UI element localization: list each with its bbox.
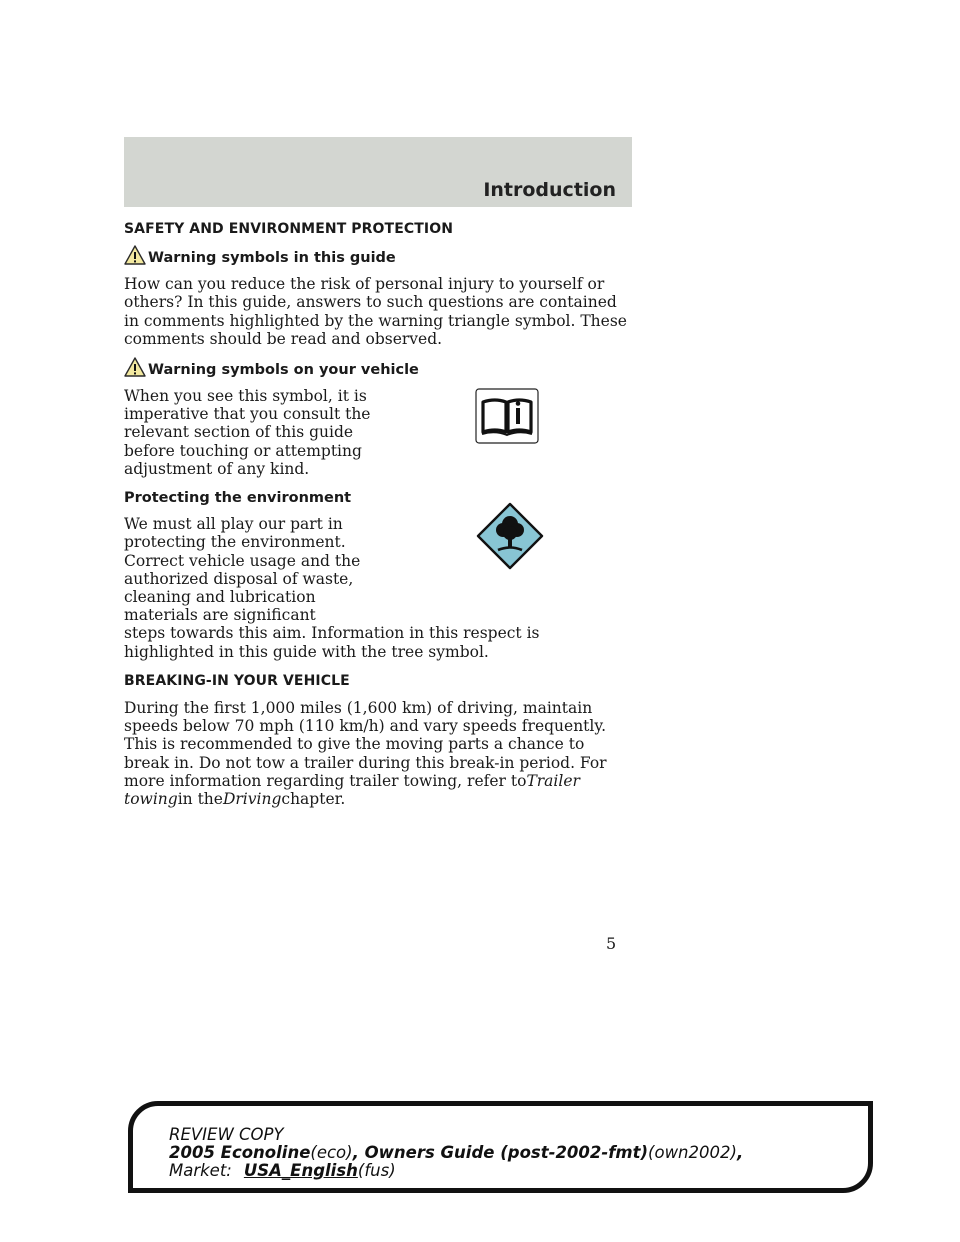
trailer-towing-ref: Trailer towing [124, 771, 580, 809]
footer-market: USA_English [243, 1161, 358, 1180]
footer-guide: Owners Guide (post-2002-fmt) [364, 1143, 649, 1162]
heading-breaking-in: BREAKING-IN YOUR VEHICLE [124, 672, 350, 689]
warning-triangle-icon [124, 244, 146, 266]
environment-heading: Protecting the environment [124, 490, 352, 507]
section-title: Introduction [483, 179, 616, 201]
warning-vehicle-heading-text: Warning symbols on your vehicle [148, 362, 419, 379]
footer-market-label: Market: [169, 1161, 232, 1180]
footer-model: 2005 Econoline [169, 1143, 311, 1162]
footer-guide-code: (own2002) [648, 1143, 737, 1162]
footer-sep-2: , [736, 1143, 744, 1162]
header-band [124, 137, 632, 207]
warning-triangle-icon [124, 356, 146, 378]
warning-guide-paragraph: How can you reduce the risk of personal injury to yourself or others? In this guide, answers to such questions are contained in comments highlighted by the warning triangle symbol. These comments should be read and observed. [124, 275, 627, 348]
page-content [124, 220, 632, 819]
warning-guide-heading-text: Warning symbols in this guide [148, 250, 396, 267]
footer-market-line [169, 1162, 743, 1180]
warning-vehicle-heading [124, 359, 632, 381]
owner-manual-icon [475, 388, 539, 444]
breaking-in-text: During the first 1,000 miles (1,600 km) of driving, maintain speeds below 70 mph (110 km/h) and vary speeds frequently. This is recommended to give the moving parts a chance to break in. Do not tow a trailer during this break-in period. For more information regarding trailer towing, refer to [124, 699, 607, 790]
footer-model-code: (eco) [310, 1143, 353, 1162]
page-number: 5 [606, 934, 617, 953]
footer-sep-1: , [352, 1143, 365, 1162]
footer-market-code: (fus) [357, 1161, 396, 1180]
in-the-text: in the [177, 790, 223, 809]
review-copy-label: REVIEW COPY [169, 1125, 284, 1144]
driving-ref: Driving [222, 790, 282, 809]
breaking-in-paragraph [124, 699, 632, 808]
footer-model-line [169, 1144, 743, 1162]
warning-guide-heading [124, 247, 632, 269]
heading-safety: SAFETY AND ENVIRONMENT PROTECTION [124, 221, 454, 237]
warning-vehicle-paragraph: When you see this symbol, it is imperative that you consult the relevant section of this guide before touching or attempting adjustment of any kind. [124, 387, 371, 478]
review-copy-footer [128, 1101, 873, 1193]
environment-paragraph-b: steps towards this aim. Information in this respect is highlighted in this guide with the tree symbol. [124, 624, 540, 661]
tree-environment-icon [476, 502, 544, 570]
footer-text [169, 1126, 743, 1180]
chapter-text: chapter. [281, 790, 346, 809]
environment-paragraph-a: We must all play our part in protecting the environment. Correct vehicle usage and the authorized disposal of waste, cleaning and lubrication materials are significant [124, 515, 361, 625]
